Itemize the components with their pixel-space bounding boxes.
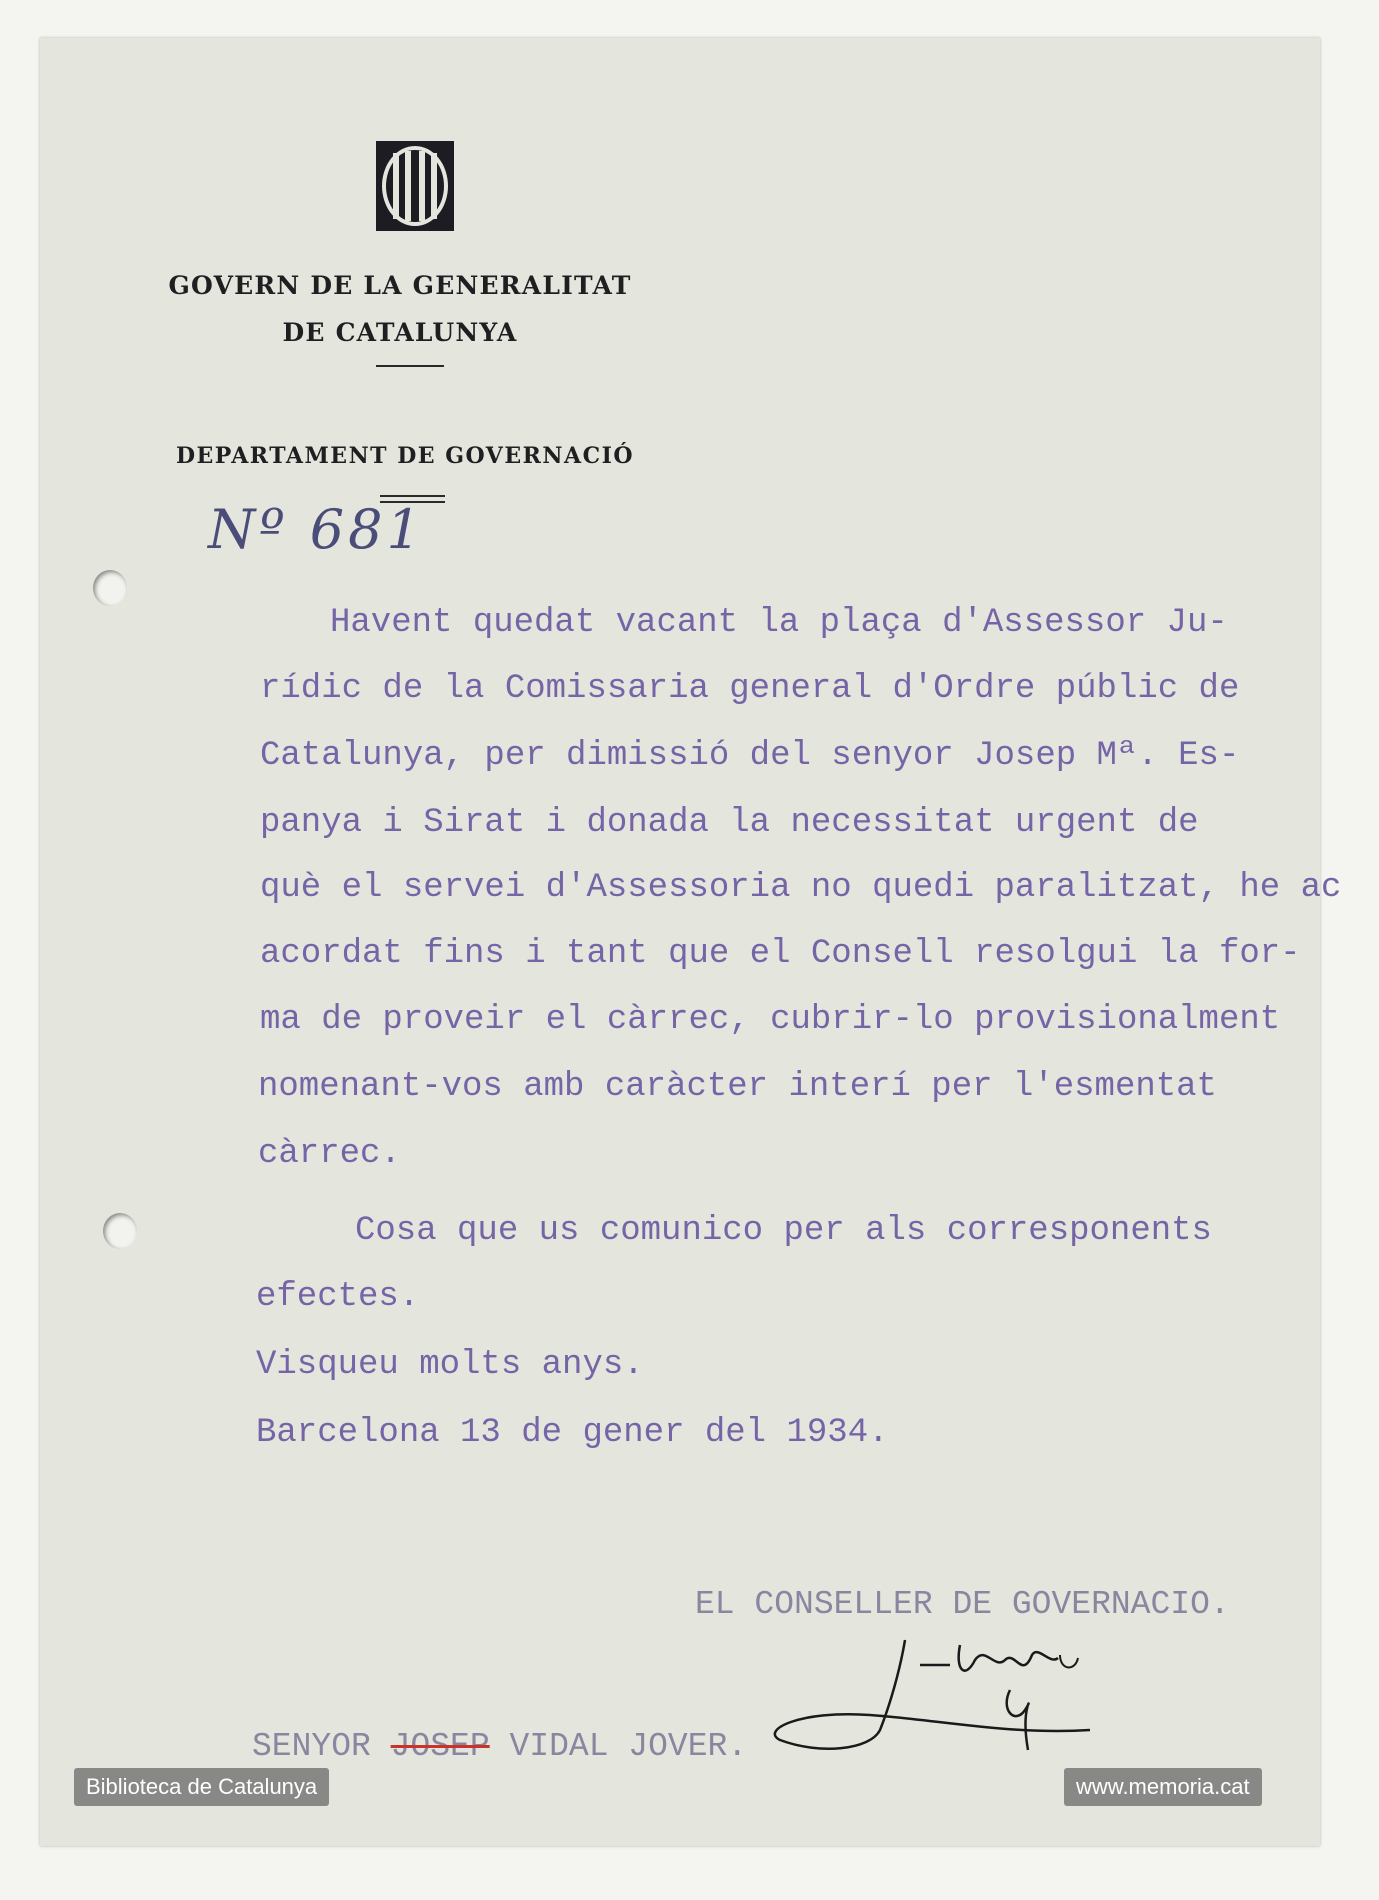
body-line: Havent quedat vacant la plaça d'Assessor Ju- [330,604,1228,642]
body-line: Catalunya, per dimissió del senyor Josep Mª. Es- [260,737,1240,775]
handwritten-document-number: Nº 681 [208,498,425,561]
signatory-title: EL CONSELLER DE GOVERNACIO. [695,1586,1230,1623]
second-paragraph-line: efectes. [256,1278,420,1316]
body-line: nomenant-vos amb caràcter interí per l'esmentat [258,1068,1217,1106]
department-name: DEPARTAMENT DE GOVERNACIÓ [175,443,635,469]
closing-salutation: Visqueu molts anys. [256,1346,644,1384]
second-paragraph-line: Cosa que us comunico per als corresponents [355,1212,1212,1250]
library-watermark: Biblioteca de Catalunya [74,1768,329,1806]
letterhead-divider [376,365,444,367]
department-divider [380,495,445,497]
generalitat-seal-icon [374,139,456,233]
letterhead-catalunya: DE CATALUNYA [282,318,518,347]
punch-hole [103,1213,137,1249]
body-line: rídic de la Comissaria general d'Ordre públic de [260,670,1240,708]
body-line: càrrec. [258,1135,401,1173]
punch-hole [93,570,127,606]
body-line: ma de proveir el càrrec, cubrir-lo provisionalment [260,1001,1281,1039]
handwritten-signature [760,1610,1160,1770]
letterhead-government: GOVERN DE LA GENERALITAT [168,271,632,300]
addressee-surname: VIDAL JOVER. [509,1728,748,1765]
body-line: què el servei d'Assessoria no quedi paralitzat, he ac [260,869,1342,907]
addressee-struck-name: JOSEP [390,1728,490,1765]
body-line: panya i Sirat i donada la necessitat urgent de [260,804,1199,842]
addressee-line [252,1728,747,1765]
addressee-prefix: SENYOR [252,1728,371,1765]
body-line: acordat fins i tant que el Consell resolgui la for- [260,935,1301,973]
website-watermark: www.memoria.cat [1064,1768,1262,1806]
letter-date: Barcelona 13 de gener del 1934. [256,1414,889,1452]
